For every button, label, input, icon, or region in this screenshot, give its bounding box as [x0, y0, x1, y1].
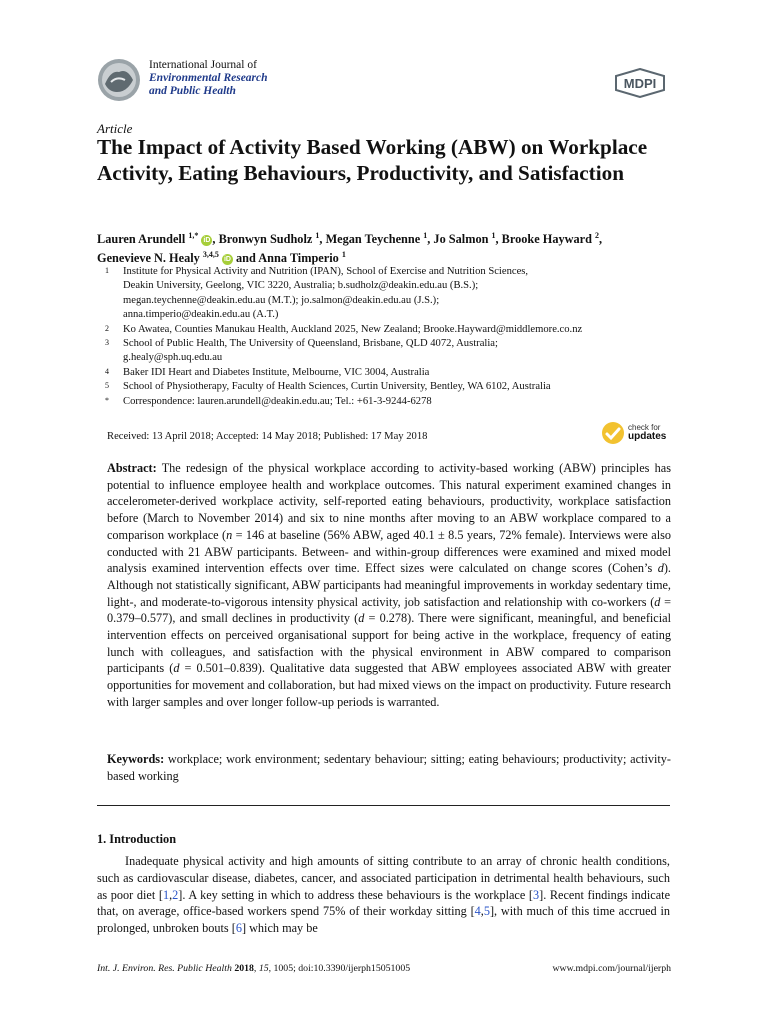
author-name: Genevieve N. Healy — [97, 251, 200, 266]
author-affil-mark: 1 — [341, 250, 346, 260]
citation-link[interactable]: 4 — [474, 904, 481, 919]
keywords-label: Keywords: — [107, 752, 165, 766]
affiliation-mark: 2 — [105, 323, 109, 333]
abstract-label: Abstract: — [107, 461, 157, 475]
author-separator: , — [212, 232, 216, 247]
author-name: Bronwyn Sudholz — [218, 232, 313, 247]
author-affil-mark: 1 — [491, 231, 496, 240]
check-for-updates-button[interactable] — [601, 421, 676, 445]
citation-link[interactable]: 2 — [172, 887, 179, 902]
affiliation-mark: 4 — [105, 366, 109, 376]
affiliation-item — [97, 380, 687, 394]
mdpi-logo — [613, 68, 667, 98]
author-separator: , — [427, 232, 431, 247]
abstract-text: = 0.379–0.577), and small declines in productivity ( — [107, 594, 671, 626]
check-updates-label — [628, 423, 666, 441]
abstract-var: d — [173, 661, 180, 676]
author-name: Anna Timperio — [258, 251, 339, 266]
intro-text: Inadequate physical activity and high amounts of sitting contribute to an array of chronic health conditions, such as cardiovascular disease, diabetes, cancer, and associated participation in detrimental health behaviours, such as poor diet [ — [97, 854, 670, 902]
publication-dates: Received: 13 April 2018; Accepted: 14 May 2018; Published: 17 May 2018 — [107, 431, 428, 442]
author-separator: , — [599, 232, 603, 247]
abstract-text: = 0.501–0.839). Qualitative data suggested that ABW employees associated ABW with greater opportunities for movement and collaboration, but had mixed views on the impact on productivity. Future research with larger samples and over longer follow-up periods is warranted. — [107, 661, 671, 709]
article-title: The Impact of Activity Based Working (ABW) on Workplace Activity, Eating Behaviours, Productivity, and Satisfaction — [97, 135, 648, 185]
author-name: Lauren Arundell — [97, 232, 186, 247]
intro-text: , — [169, 887, 173, 902]
author-affil-mark: 1,* — [188, 231, 199, 240]
svg-text:MDPI: MDPI — [623, 76, 657, 91]
affiliation-mark: 3 — [105, 338, 109, 348]
abstract — [107, 460, 671, 711]
journal-title-line2: Environmental Research — [149, 72, 268, 84]
correspondence-line: Correspondence: lauren.arundell@deakin.edu.au; Tel.: +61-3-9244-6278 — [123, 395, 432, 407]
section-heading: 1. Introduction — [97, 832, 177, 846]
affiliation-item — [97, 395, 687, 409]
keywords — [107, 751, 671, 784]
author-separator: , — [319, 232, 323, 247]
author-affil-mark: 1 — [315, 231, 320, 240]
affiliation-mark: * — [105, 395, 109, 405]
affiliation-mark: 1 — [105, 266, 109, 275]
check-updates-line2: updates — [628, 431, 667, 442]
author-separator: , — [495, 232, 499, 247]
abstract-text: = 146 at baseline (56% ABW, aged 40.1 ± 8.5 years, 72% female). Interviews were also conducted with 21 ABW participants. Between- and within-group differences were examined and mixed model analysis examined intervention effects over time. Effect sizes were calculated on change scores (Cohen’s — [107, 527, 671, 576]
abstract-var: d — [657, 561, 664, 576]
intro-text: ] which may be — [241, 921, 318, 936]
citation-link[interactable]: 5 — [483, 904, 490, 919]
author-name: Megan Teychenne — [325, 232, 421, 247]
footer-journal: Int. J. Environ. Res. Public Health — [97, 963, 232, 974]
check-updates-icon — [601, 421, 625, 445]
affiliation-line: Institute for Physical Activity and Nutrition (IPAN), School of Exercise and Nutrition Sciences, — [123, 266, 529, 277]
abstract-text: ). Although not statistically significant, ABW participants had meaningful improvements in workday sedentary time, light-, and moderate-to-vigorous intensity physical activity, job satisfaction and relationship with co-workers ( — [107, 561, 671, 609]
affiliation-line: School of Physiotherapy, Faculty of Health Sciences, Curtin University, Bentley, WA 6102, Australia — [123, 381, 551, 393]
citation-link[interactable]: 1 — [162, 887, 170, 902]
journal-logo — [97, 58, 141, 102]
affiliation-mark: 5 — [105, 381, 109, 391]
author-affil-mark: 3,4,5 — [202, 250, 219, 260]
footer-citation: Int. J. Environ. Res. Public Health 2018, 15, 1005; doi:10.3390/ijerph15051005 — [97, 963, 411, 974]
affiliation-line: Deakin University, Geelong, VIC 3220, Australia; b.sudholz@deakin.edu.au (B.S.); — [123, 280, 479, 292]
journal-title-line1: International Journal of — [149, 59, 257, 71]
affiliation-item — [97, 265, 687, 323]
orcid-icon[interactable]: iD — [203, 237, 211, 245]
affiliation-line: g.healy@sph.uq.edu.au — [123, 352, 223, 364]
author-affil-mark: 1 — [423, 231, 428, 240]
intro-text: ], with much of this time accrued in prolonged, unbroken bouts [ — [97, 904, 670, 936]
footer-doi: , 1005; doi:10.3390/ijerph15051005 — [268, 963, 411, 974]
affiliations — [97, 265, 687, 409]
intro-text: , — [480, 904, 484, 919]
affiliation-line: anna.timperio@deakin.edu.au (A.T.) — [123, 309, 279, 321]
author-name: Jo Salmon — [433, 232, 489, 247]
affiliation-item — [97, 366, 687, 380]
intro-paragraph — [97, 853, 670, 937]
author-affil-mark: 2 — [595, 231, 600, 240]
article-type: Article — [97, 121, 133, 136]
affiliation-line: Baker IDI Heart and Diabetes Institute, Melbourne, VIC 3004, Australia — [123, 366, 430, 378]
affiliation-item — [97, 323, 687, 337]
citation-link[interactable]: 6 — [235, 921, 242, 936]
affiliation-item — [97, 337, 687, 366]
footer-url[interactable]: www.mdpi.com/journal/ijerph — [552, 963, 671, 974]
abstract-var: d — [358, 611, 365, 626]
intro-text: ]. A key setting in which to address these behaviours is the workplace [ — [178, 887, 533, 902]
citation-link[interactable]: 3 — [533, 887, 540, 902]
affiliation-line: Ko Awatea, Counties Manukau Health, Auckland 2025, New Zealand; Brooke.Hayward@middlemore.co.nz — [123, 323, 583, 335]
orcid-icon[interactable]: iD — [223, 256, 231, 264]
abstract-text: The redesign of the physical workplace according to activity-based working (ABW) principles has potential to influence employee health and workplace outcomes. This natural experiment examined changes in accelerometer-derived workplace activity, self-reported eating behaviours, productivity, workplace satisfaction before (March to November 2014) and six to nine months after moving to an ABW workplace compared to a comparison workplace ( — [107, 461, 671, 542]
intro-text: ]. Recent findings indicate that, on average, office-based workers spend 75% of their workday sitting [ — [97, 887, 671, 919]
journal-title-line3: and Public Health — [149, 85, 236, 97]
affiliation-line: School of Public Health, The University of Queensland, Brisbane, QLD 4072, Australia; — [123, 338, 498, 350]
abstract-text: = 0.278). There were significant, meaningful, and beneficial intervention effects on perceived organisational support for being active in the workplace, frequency of eating lunch with colleagues, and satisfaction with the physical environment in ABW compared to comparison participants ( — [107, 611, 671, 676]
author-name: Brooke Hayward — [501, 232, 592, 247]
keywords-text: workplace; work environment; sedentary behaviour; sitting; eating behaviours; productivity; activity-based working — [107, 752, 671, 783]
footer-year: 2018 — [234, 963, 254, 974]
author-list — [97, 228, 677, 266]
author-separator: and — [232, 251, 256, 266]
journal-title — [149, 59, 268, 98]
abstract-var: n — [226, 527, 233, 542]
abstract-var: d — [654, 594, 661, 609]
footer-volume: 15 — [258, 963, 269, 974]
section-divider — [97, 805, 670, 806]
affiliation-line: megan.teychenne@deakin.edu.au (M.T.); jo.salmon@deakin.edu.au (J.S.); — [123, 294, 440, 306]
check-updates-line1: check for — [628, 423, 661, 432]
